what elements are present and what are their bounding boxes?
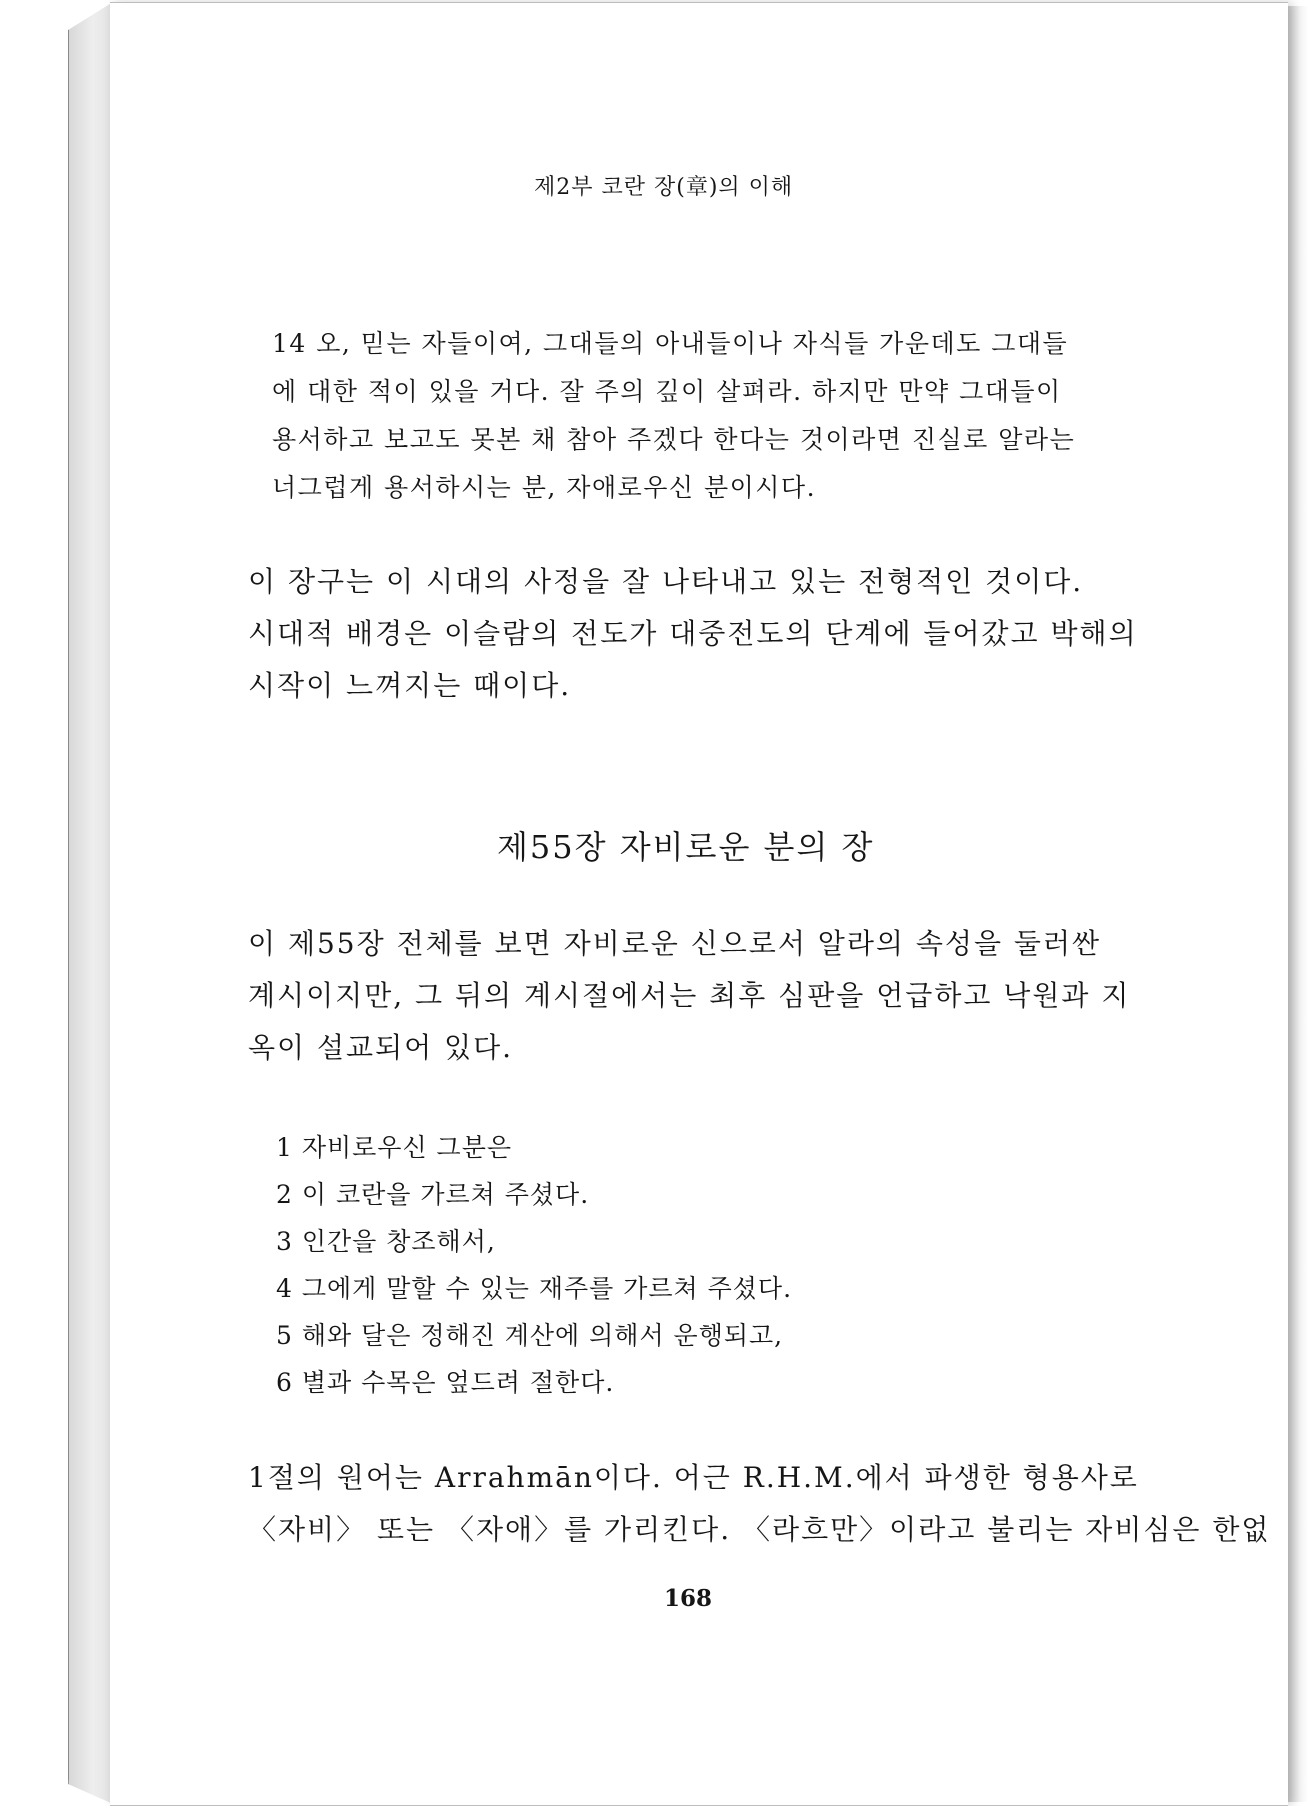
verse-list — [276, 1124, 792, 1406]
page-number: 168 — [664, 1585, 713, 1612]
paragraph-line: 이 장구는 이 시대의 사정을 잘 나타내고 있는 전형적인 것이다. — [248, 565, 1084, 598]
verse-14-line: 에 대한 적이 있을 거다. 잘 주의 깊이 살펴라. 하지만 만약 그대들이 — [272, 377, 1062, 406]
paragraph-line: 시작이 느껴지는 때이다. — [248, 669, 572, 702]
commentary-paragraph-1 — [248, 556, 1138, 712]
verse-item: 4 그에게 말할 수 있는 재주를 가르쳐 주셨다. — [276, 1274, 793, 1303]
paragraph-line: 1절의 원어는 Arrahmān이다. 어근 R.H.M.에서 파생한 형용사로 — [248, 1461, 1139, 1494]
verse-14-block — [272, 320, 1075, 512]
verse-item: 2 이 코란을 가르쳐 주셨다. — [276, 1180, 590, 1209]
verse-14-line: 너그럽게 용서하시는 분, 자애로우신 분이시다. — [272, 473, 817, 502]
verse-item: 3 인간을 창조해서, — [276, 1227, 496, 1256]
paragraph-line: 이 제55장 전체를 보면 자비로운 신으로서 알라의 속성을 둘러싼 — [248, 927, 1102, 960]
page-edge-shadow — [1288, 6, 1308, 1802]
paragraph-line: 옥이 설교되어 있다. — [248, 1031, 514, 1064]
verse-item: 5 해와 달은 정해진 계산에 의해서 운행되고, — [276, 1321, 784, 1350]
running-header: 제2부 코란 장(章)의 이해 — [534, 175, 794, 200]
verse-14-line: 용서하고 보고도 못본 채 참아 주겠다 한다는 것이라면 진실로 알라는 — [272, 425, 1076, 454]
commentary-paragraph-3 — [248, 1452, 1270, 1556]
paragraph-line: 시대적 배경은 이슬람의 전도가 대중전도의 단계에 들어갔고 박해의 — [248, 617, 1138, 650]
verse-item: 6 별과 수목은 엎드려 절한다. — [276, 1368, 615, 1397]
verse-item: 1 자비로우신 그분은 — [276, 1133, 512, 1162]
verse-14-line: 14 오, 믿는 자들이여, 그대들의 아내들이나 자식들 가운데도 그대들 — [272, 329, 1069, 358]
chapter-title: 제55장 자비로운 분의 장 — [497, 828, 875, 866]
paragraph-line: 〈자비〉 또는 〈자애〉를 가리킨다. 〈라흐만〉이라고 불리는 자비심은 한없 — [248, 1513, 1271, 1546]
paragraph-line: 계시이지만, 그 뒤의 계시절에서는 최후 심판을 언급하고 낙원과 지 — [248, 979, 1131, 1012]
book-spine — [68, 2, 113, 1804]
commentary-paragraph-2 — [248, 918, 1130, 1074]
spine-edge-line — [68, 30, 69, 1780]
